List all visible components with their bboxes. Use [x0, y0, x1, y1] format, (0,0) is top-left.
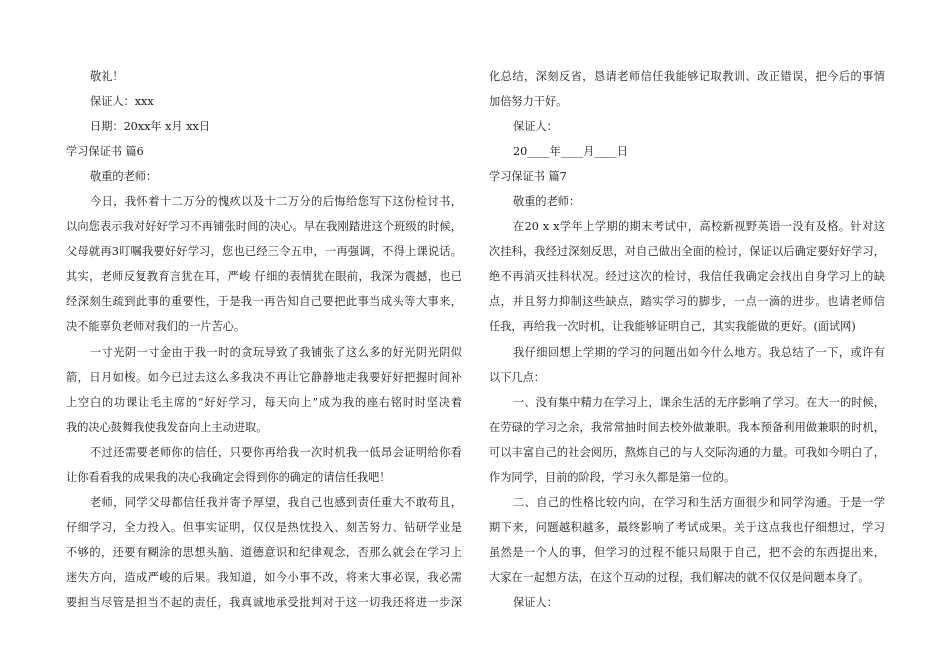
paragraph-line: 经深刻生疏到此事的重要性，于是我一再告知自己要把此事当成头等大事来，: [66, 295, 462, 309]
paragraph-line: 其实，老师反复教育言犹在耳，严峻 仔细的表情犹在眼前，我深为震撼，也已: [66, 270, 462, 284]
paragraph-line: 加倍努力干好。: [489, 95, 568, 109]
paragraph-line: 以向您表示我对好好学习不再铺张时间的决心。早在我刚踏进这个班级的时候，: [66, 220, 462, 234]
guarantor-line: 保证人：xxx: [90, 95, 154, 109]
paragraph-line: 点，并且努力抑制这些缺点，踏实学习的脚步，一点一滴的进步。也请老师信: [489, 295, 885, 309]
paragraph-line: 化总结，深刻反省，恳请老师信任我能够记取教训、改正错误，把今后的事情: [489, 70, 885, 83]
paragraph-line: 大家在一起想方法，在这个互动的过程，我们解决的就不仅仅是问题本身了。: [489, 570, 870, 584]
guarantor-line: 保证人：: [513, 120, 558, 134]
paragraph-line: 虽然是一个人的事，但学习的过程不能只局限于自己，把不会的东西提出来，: [489, 545, 885, 559]
paragraph-line: 让你看看我的成果我的决心我确定会得到你的确定的请信任我吧！: [66, 470, 391, 484]
paragraph-line: 期下来，问题越积越多，最终影响了考试成果。关于这点我也仔细想过，学习: [489, 520, 885, 534]
paragraph-line: 在20 x x学年上学期的期末考试中，高校新视野英语一没有及格。针对这: [513, 220, 885, 234]
paragraph-line: 一、没有集中精力在学习上，课余生活的无序影响了学习。在大一的时候，: [513, 395, 885, 409]
right-column: [489, 64, 885, 615]
paragraph-line: 任我，再给我一次时机，让我能够证明自己，其实我能做的更好。(面试网): [489, 320, 856, 334]
paragraph-line: 在劳碌的学习之余，我常常抽时间去校外做兼职。我本预备利用做兼职的时机，: [489, 420, 885, 434]
paragraph-line: 迷失方向，造成严峻的后果。我知道，如今小事不改，将来大事必误，我必需: [66, 570, 462, 584]
salutation: 敬重的老师：: [90, 170, 158, 184]
paragraph-line: 不过还需要老师你的信任，只要你再给我一次时机我一低昂会证明给你看: [90, 445, 462, 459]
guarantor-line: 保证人：: [513, 595, 558, 609]
left-column: [66, 64, 462, 615]
paragraph-line: 今日，我怀着十二万分的愧疚以及十二万分的后悔给您写下这份检讨书，: [90, 195, 462, 209]
paragraph-line: 可以丰富自己的社会阅历，熬炼自己的与人交际沟通的力量。可我如今明白了，: [489, 445, 885, 459]
date-blank-line: 20____年____月____日: [513, 145, 628, 159]
paragraph-line: 老师，同学父母都信任我并寄予厚望，我自己也感到责任重大不敢苟且，: [90, 495, 462, 509]
salutation: 敬重的老师：: [513, 195, 581, 209]
paragraph-line: 我的决心鼓舞我使我发奋向上主动进取。: [66, 420, 268, 434]
paragraph-line: 一寸光阴一寸金由于我一时的贪玩导致了我铺张了这么多的好光阴光阴似: [90, 345, 462, 359]
paragraph-line: 父母就再3叮嘱我要好好学习，您也已经三令五申，一再强调，不得上课说话。: [66, 245, 462, 259]
section-heading-7: 学习保证书 篇7: [489, 170, 567, 184]
paragraph-line: 上空白的功课让毛主席的“好好学习，每天向上”成为我的座右铭时时坚决着: [66, 395, 462, 409]
paragraph-line: 我仔细回想上学期的学习的问题出如今什么地方。我总结了一下，或许有: [513, 345, 885, 359]
paragraph-line: 以下几点：: [489, 370, 545, 384]
paragraph-line: 二、自己的性格比较内向，在学习和生活方面很少和同学沟通。于是一学: [513, 495, 885, 509]
paragraph-line: 要担当尽管是担当不起的责任，我真诚地承受批判对于这一切我还将进一步深: [66, 595, 462, 609]
paragraph-line: 绝不再消灭挂科状况。经过这次的检讨，我信任我确定会找出自身学习上的缺: [489, 270, 885, 284]
paragraph-line: 决不能辜负老师对我们的一片苦心。: [66, 320, 246, 334]
paragraph-line: 箭，日月如梭。如今已过去这么多我决不再让它静静地走我要好好把握时间补: [66, 370, 462, 384]
closing-salute: 敬礼！: [90, 70, 124, 83]
paragraph-line: 不够的，还要有糊涂的思想头脑、道德意识和纪律观念，否那么就会在学习上: [66, 545, 462, 559]
paragraph-line: 次挂科，我经过深刻反思，对自己做出全面的检讨，保证以后确定要好好学习，: [489, 245, 885, 259]
section-heading-6: 学习保证书 篇6: [66, 145, 144, 159]
paragraph-line: 仔细学习，全力投入。但事实证明，仅仅是热忱投入、刻苦努力、钻研学业是: [66, 520, 462, 534]
paragraph-line: 作为同学，目前的阶段，学习永久都是第一位的。: [489, 470, 736, 484]
date-line: 日期：20xx年 x月 xx日: [90, 120, 211, 134]
